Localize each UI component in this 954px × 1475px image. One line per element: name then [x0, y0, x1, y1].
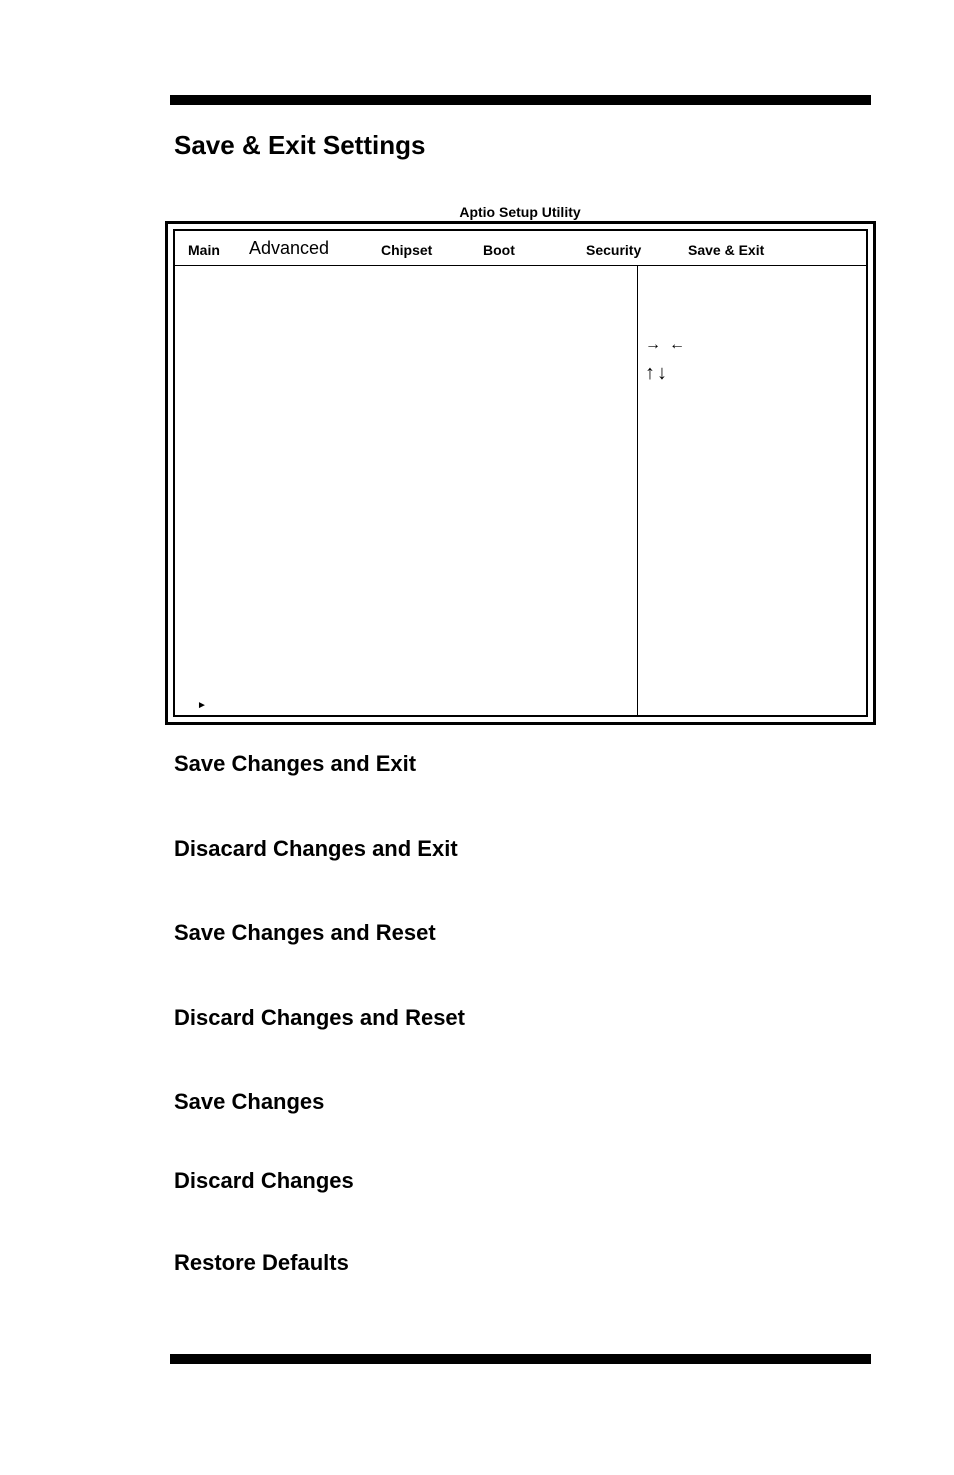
- tab-main[interactable]: Main: [188, 242, 220, 258]
- heading-discard-changes-and-reset: Discard Changes and Reset: [174, 1005, 465, 1030]
- heading-discard-changes: Discard Changes: [174, 1168, 354, 1193]
- bios-utility-title: Aptio Setup Utility: [459, 204, 581, 220]
- help-row-select-screen: [645, 336, 693, 354]
- heading-save-changes: Save Changes: [174, 1089, 325, 1114]
- tab-chipset[interactable]: Chipset: [381, 242, 433, 258]
- bios-tab-bar: [175, 231, 866, 266]
- page-title: Save & Exit Settings: [174, 130, 426, 160]
- bios-screen-frame: [165, 221, 876, 725]
- bottom-rule: [170, 1354, 871, 1364]
- help-panel: [638, 266, 866, 715]
- submenu-pointer-icon[interactable]: ►: [197, 700, 207, 711]
- arrow-left-icon: ←: [669, 336, 685, 353]
- arrow-up-icon: ↑: [645, 362, 655, 384]
- tab-boot[interactable]: Boot: [483, 242, 515, 258]
- bios-screen: [173, 229, 868, 717]
- top-rule: [170, 95, 871, 105]
- arrow-down-icon: ↓: [657, 362, 667, 384]
- help-row-select-item: [645, 362, 675, 385]
- heading-restore-defaults: Restore Defaults: [174, 1250, 349, 1275]
- tab-security[interactable]: Security: [586, 242, 642, 258]
- tab-save-exit[interactable]: Save & Exit: [688, 242, 765, 258]
- heading-save-changes-and-exit: Save Changes and Exit: [174, 751, 417, 776]
- arrow-right-icon: →: [645, 336, 661, 353]
- heading-discard-changes-and-exit: Disacard Changes and Exit: [174, 836, 458, 861]
- tab-advanced[interactable]: Advanced: [249, 238, 330, 258]
- heading-save-changes-and-reset: Save Changes and Reset: [174, 920, 436, 945]
